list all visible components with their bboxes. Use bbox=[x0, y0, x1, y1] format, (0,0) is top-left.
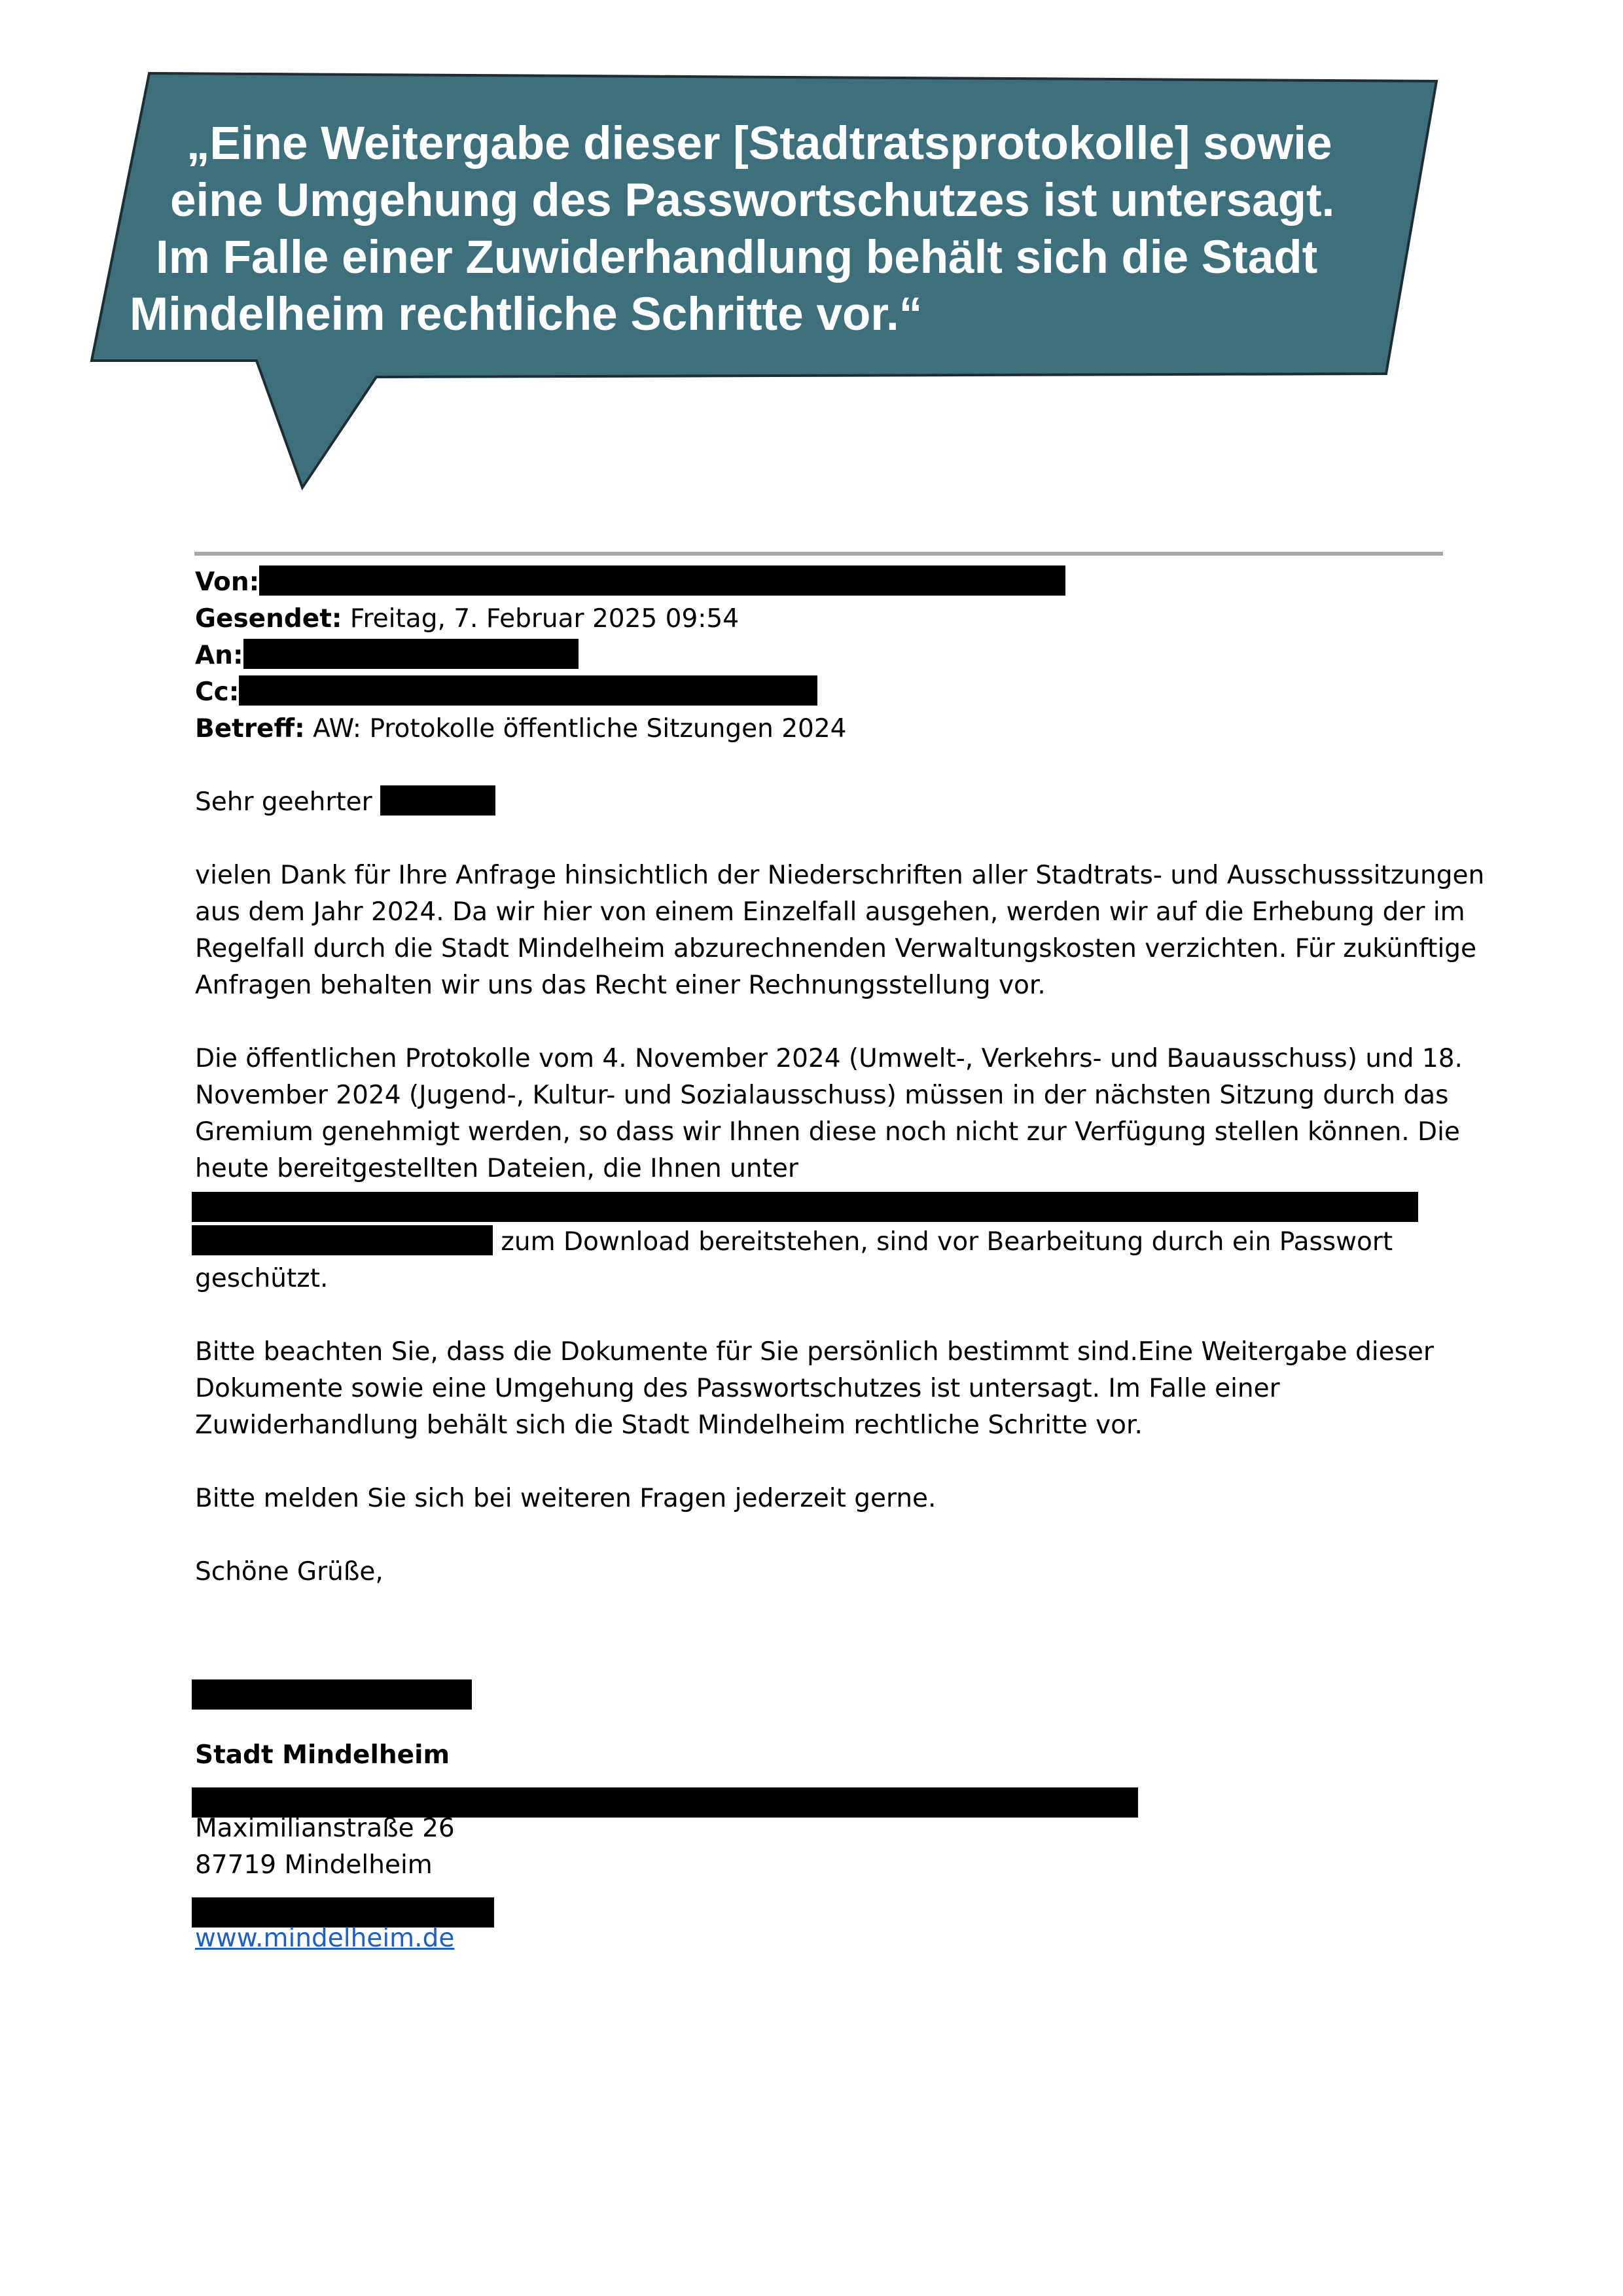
salutation bbox=[195, 784, 495, 821]
paragraph-line bbox=[195, 1224, 1393, 1261]
redacted-recipient bbox=[243, 639, 579, 669]
redacted-cc bbox=[239, 675, 817, 706]
callout-line: Im Falle einer Zuwiderhandlung behält sich die Stadt bbox=[156, 232, 1318, 283]
closing: Schöne Grüße, bbox=[195, 1557, 383, 1587]
cc-label: Cc: bbox=[195, 677, 240, 707]
download-text: zum Download bereitstehen, sind vor Bearbeitung durch ein Passwort bbox=[493, 1227, 1393, 1257]
from-label: Von: bbox=[195, 567, 260, 597]
header-sent bbox=[195, 601, 739, 637]
redacted-name bbox=[380, 785, 495, 816]
signature-street: Maximilianstraße 26 bbox=[195, 1814, 455, 1843]
redacted-download-link bbox=[192, 1192, 1418, 1222]
sent-label: Gesendet: bbox=[195, 604, 342, 634]
paragraph-line: vielen Dank für Ihre Anfrage hinsichtlich der Niederschriften aller Stadtrats- und Ausschusssitzungen bbox=[195, 861, 1485, 890]
header-to bbox=[195, 637, 579, 674]
website-link[interactable]: www.mindelheim.de bbox=[195, 1924, 455, 1953]
paragraph-line: Die öffentlichen Protokolle vom 4. November 2024 (Umwelt-, Verkehrs- und Bauausschuss) und 18. bbox=[195, 1044, 1463, 1073]
callout-line: „Eine Weitergabe dieser [Stadtratsprotokolle] sowie bbox=[187, 118, 1332, 170]
redacted-download-link-end bbox=[192, 1225, 493, 1255]
paragraph-line: Bitte melden Sie sich bei weiteren Fragen jederzeit gerne. bbox=[195, 1484, 936, 1513]
salutation-text: Sehr geehrter bbox=[195, 787, 381, 817]
paragraph-line: Gremium genehmigt werden, so dass wir Ihnen diese noch nicht zur Verfügung stellen können. Die bbox=[195, 1117, 1460, 1147]
callout-line: eine Umgehung des Passwortschutzes ist untersagt. bbox=[170, 175, 1335, 226]
header-subject bbox=[195, 711, 846, 747]
paragraph-line: geschützt. bbox=[195, 1264, 329, 1293]
sent-value: Freitag, 7. Februar 2025 09:54 bbox=[342, 604, 740, 634]
paragraph-line: aus dem Jahr 2024. Da wir hier von einem Einzelfall ausgehen, werden wir auf die Erhebung der im bbox=[195, 897, 1465, 927]
paragraph-line: Bitte beachten Sie, dass die Dokumente für Sie persönlich bestimmt sind.Eine Weitergabe dieser bbox=[195, 1337, 1434, 1367]
paragraph-line: November 2024 (Jugend-, Kultur- und Sozialausschuss) müssen in der nächsten Sitzung durch das bbox=[195, 1081, 1449, 1110]
signature-org: Stadt Mindelheim bbox=[195, 1740, 450, 1770]
subject-label: Betreff: bbox=[195, 714, 305, 744]
header-divider bbox=[194, 552, 1443, 556]
paragraph-line: Zuwiderhandlung behält sich die Stadt Mindelheim rechtliche Schritte vor. bbox=[195, 1410, 1143, 1440]
header-from bbox=[195, 564, 1065, 601]
paragraph-line: Dokumente sowie eine Umgehung des Passwortschutzes ist untersagt. Im Falle einer bbox=[195, 1374, 1280, 1403]
signature-website-line bbox=[195, 1920, 454, 1957]
redacted-signature-name bbox=[192, 1679, 472, 1710]
subject-value: AW: Protokolle öffentliche Sitzungen 2024 bbox=[304, 714, 847, 744]
paragraph-line: Regelfall durch die Stadt Mindelheim abzurechnenden Verwaltungskosten verzichten. Für zukünftige bbox=[195, 934, 1477, 963]
header-cc bbox=[195, 674, 817, 711]
paragraph-line: Anfragen behalten wir uns das Recht einer Rechnungsstellung vor. bbox=[195, 971, 1046, 1000]
callout-line: Mindelheim rechtliche Schritte vor.“ bbox=[130, 289, 923, 340]
redacted-sender bbox=[259, 565, 1065, 596]
paragraph-line: heute bereitgestellten Dateien, die Ihnen unter bbox=[195, 1154, 798, 1183]
to-label: An: bbox=[195, 641, 243, 670]
signature-city: 87719 Mindelheim bbox=[195, 1850, 433, 1880]
